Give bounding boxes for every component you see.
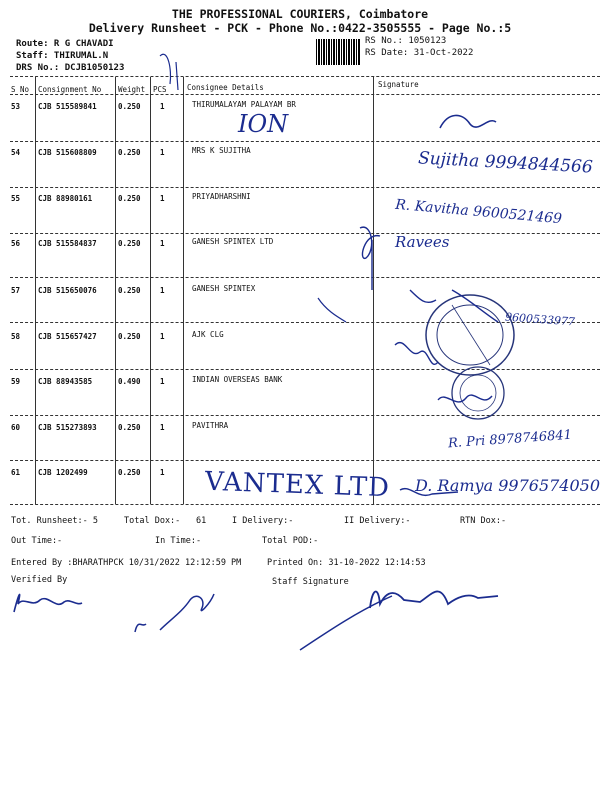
row-weight: 0.250 (118, 286, 141, 295)
row-pcs: 1 (160, 332, 165, 341)
row-sno: 54 (11, 148, 21, 157)
row-sno: 56 (11, 239, 21, 248)
row-consignment: CJB 88980161 (38, 194, 93, 203)
signature-stroke (160, 54, 178, 90)
handwritten-cell-r53: ION (238, 110, 289, 138)
out-time: Out Time:- (11, 536, 63, 546)
handwritten-signature-r54: Sujitha 9994844566 (417, 148, 594, 178)
row-sno: 59 (11, 377, 21, 386)
total-dox-value: 61 (196, 516, 207, 526)
row-consignee: MRS K SUJITHA (192, 146, 251, 155)
row-sno: 57 (11, 286, 21, 295)
rs-number: RS No.: 1050123 (365, 36, 447, 46)
handwritten-cell-r61: VANTEX LTD (204, 466, 391, 504)
verified-signature-stroke (14, 594, 82, 612)
route-label: Route: R G CHAVADI (16, 39, 114, 49)
row-consignee: INDIAN OVERSEAS BANK (192, 375, 283, 384)
row-consignee: PAVITHRA (192, 421, 229, 430)
ii-delivery: II Delivery:- (344, 516, 411, 526)
stamp-round (452, 367, 504, 419)
row-consignment: CJB 515584837 (38, 239, 97, 248)
row-consignment: CJB 1202499 (38, 468, 88, 477)
drs-number: DRS No.: DCJB1050123 (16, 63, 125, 73)
row-sno: 53 (11, 102, 21, 111)
row-pcs: 1 (160, 468, 165, 477)
total-dox-label: Total Dox:- (124, 516, 181, 526)
runsheet-subtitle: Delivery Runsheet - PCK - Phone No.:0422-3505555 - Page No.:5 (88, 21, 512, 35)
signature-stroke (438, 395, 492, 402)
header-signature: Signature (378, 80, 419, 89)
row-consignment: CJB 515589841 (38, 102, 97, 111)
header-consignment: Consignment No (38, 85, 102, 94)
staff-signature-stroke (370, 591, 498, 608)
row-weight: 0.250 (118, 148, 141, 157)
handwritten-signature-r57: 9600533977 (504, 310, 576, 329)
signature-stroke (318, 298, 346, 322)
row-pcs: 1 (160, 239, 165, 248)
row-weight: 0.250 (118, 468, 141, 477)
header-consignee: Consignee Details (187, 83, 264, 92)
row-pcs: 1 (160, 194, 165, 203)
row-weight: 0.250 (118, 239, 141, 248)
in-time: In Time:- (155, 536, 202, 546)
i-delivery: I Delivery:- (232, 516, 294, 526)
row-pcs: 1 (160, 423, 165, 432)
row-consignment: CJB 515608809 (38, 148, 97, 157)
handwritten-signature-r60: R. Pri 8978746841 (447, 427, 573, 452)
handwritten-signature-r61: D. Ramya 9976574050 (415, 476, 600, 495)
staff-label: Staff: THIRUMAL.N (16, 51, 109, 61)
rs-date: RS Date: 31-Oct-2022 (365, 48, 474, 58)
verified-signature-stroke (135, 594, 214, 632)
row-weight: 0.490 (118, 377, 141, 386)
row-pcs: 1 (160, 286, 165, 295)
signature-stroke (440, 115, 496, 128)
row-pcs: 1 (160, 102, 165, 111)
handwritten-signature-r56: Ravees (395, 233, 450, 251)
row-sno: 58 (11, 332, 21, 341)
row-consignee: AJK CLG (192, 330, 224, 339)
row-consignee: GANESH SPINTEX LTD (192, 237, 274, 246)
total-pod: Total POD:- (262, 536, 319, 546)
row-consignee: PRIYADHARSHNI (192, 192, 251, 201)
row-weight: 0.250 (118, 102, 141, 111)
staff-signature-label: Staff Signature (272, 577, 349, 587)
signature-stroke (410, 290, 498, 322)
entered-by: Entered By :BHARATHPCK 10/31/2022 12:12:59 PM (11, 558, 242, 568)
row-consignment: CJB 515657427 (38, 332, 97, 341)
row-consignment: CJB 515273893 (38, 423, 97, 432)
header-weight: Weight (118, 85, 146, 94)
row-consignment: CJB 515650076 (38, 286, 97, 295)
staff-signature-stroke (300, 596, 392, 650)
row-weight: 0.250 (118, 194, 141, 203)
header-pcs: PCS (153, 85, 167, 94)
printed-on: Printed On: 31-10-2022 12:14:53 (267, 558, 426, 568)
stamp-round (426, 295, 514, 375)
row-consignee: THIRUMALAYAM PALAYAM BR (192, 100, 296, 109)
header-sno: S No (11, 85, 30, 94)
signature-stroke (400, 489, 458, 496)
verified-by-label: Verified By (11, 575, 68, 585)
row-pcs: 1 (160, 148, 165, 157)
rtn-dox: RTN Dox:- (460, 516, 507, 526)
row-consignee: GANESH SPINTEX (192, 284, 256, 293)
row-sno: 60 (11, 423, 21, 432)
row-weight: 0.250 (118, 332, 141, 341)
row-sno: 55 (11, 194, 21, 203)
tot-runsheet: Tot. Runsheet:- 5 (11, 516, 98, 526)
handwritten-signature-r55: R. Kavitha 9600521469 (394, 196, 563, 228)
row-weight: 0.250 (118, 423, 141, 432)
signature-stroke (360, 227, 380, 290)
company-title: THE PROFESSIONAL COURIERS, Coimbatore (171, 7, 429, 21)
row-consignment: CJB 88943585 (38, 377, 93, 386)
row-sno: 61 (11, 468, 21, 477)
row-pcs: 1 (160, 377, 165, 386)
